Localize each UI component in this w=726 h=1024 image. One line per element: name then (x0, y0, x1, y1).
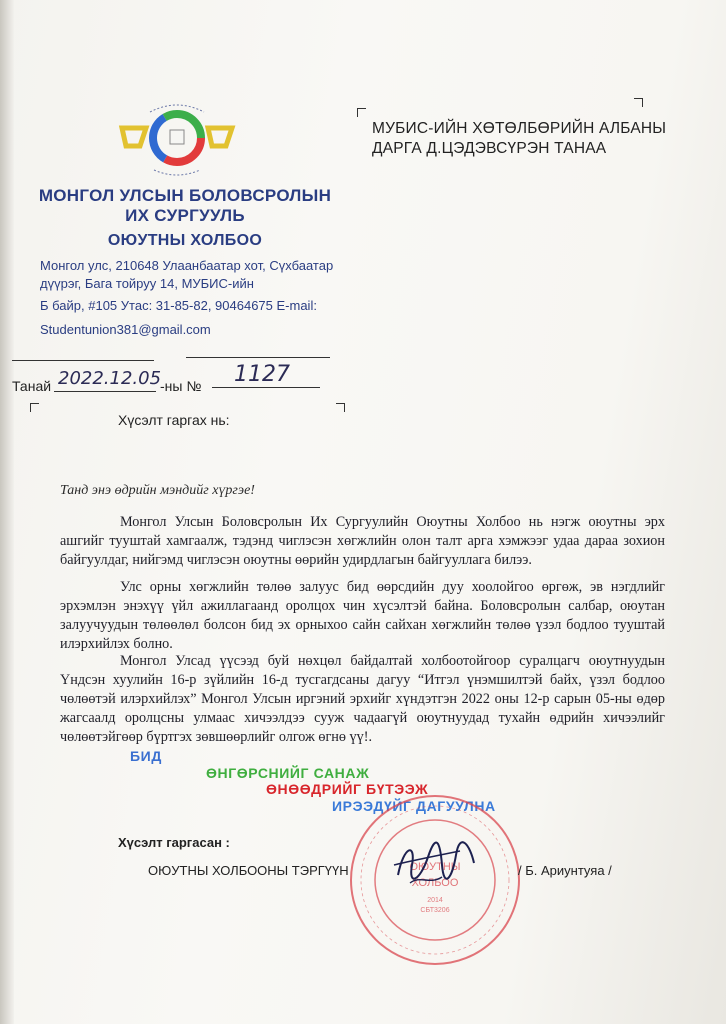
ref-number-underline (212, 387, 320, 388)
svg-text:СБТ3206: СБТ3206 (420, 907, 450, 914)
ref-top-line-right (186, 357, 330, 358)
svg-text:2014: 2014 (427, 897, 443, 904)
address-line3: Б байр, #105 Утас: 31-85-82, 90464675 E-mail: (40, 298, 317, 313)
ref-date-underline (54, 391, 156, 392)
org-name-line2: ИХ СУРГУУЛЬ (125, 206, 245, 225)
paragraph-2: Улс орны хөгжлийн төлөө залуус бид өөрсдийн дуу хоолойгоо өргөж, эв нэгдлийг эрхэмлэн энэхүү үйл ажиллагаанд оролцох чин хүсэлтэй байна. Боловсролын салбар, оюутан залуучуудын төлөөлөл болсон бид эх орныхоо сайн сайхан хөгжлийн төлөө үзэл бодлоо тууштай илэрхийлэх болно. (60, 579, 665, 652)
ref-date: 2022.12.05 (58, 368, 162, 389)
slogan-line4: ИРЭЭДҮЙГ ДАГУУЛНА (332, 798, 496, 814)
paragraph-3: Монгол Улсад үүсээд буй нөхцөл байдалтай холбоотойгоор суралцагч оюутнуудын Үндсэн хуулийн 16-р зүйлийн 16-д тусгагдсаны дагуу “Итгэл үнэмшилтэй байх, үзэл бодлоо чөлөөтэй илэрхийлэх” Монгол Улсын иргэний эрхийг хүндэтгэн 2022 оны 12-р сарын 05-ны өдөр жагсаалд оролцсны улмаас хичээлдээ сууж чадаагүй оюутнуудад тухайн өдрийн хичээлийг чөлөөтэйгөөр бүртгэх зөвшөөрлийг олгож өгнө үү!. (60, 653, 665, 745)
address-line2: дүүрэг, Бага тойруу 14, МУБИС-ийн (40, 276, 254, 291)
paragraph-1: Монгол Улсын Боловсролын Их Сургуулийн Оюутны Холбоо нь нэгж оюутны эрх ашгийг тууштай хамгаалж, тэдэнд чиглэсэн хөгжлийн олон талт арга хэмжээг удаа дараа зохион байгуулдаг, нийгэмд чиглэсэн оюутны өөрийн удирдлагын байгууллага билээ. (60, 514, 665, 568)
org-name-line1: МОНГОЛ УЛСЫН БОЛОВСРОЛЫН (38, 186, 332, 205)
subject-corner-tl (30, 403, 39, 412)
recipient-line2: ДАРГА Д.ЦЭДЭВСҮРЭН ТАНАА (372, 140, 607, 157)
svg-text:ХОЛБОО: ХОЛБОО (411, 877, 459, 889)
ref-number: 1127 (234, 362, 290, 387)
slogan-line3: ӨНӨӨДРИЙГ БҮТЭЭЖ (266, 781, 429, 797)
subject-line: Хүсэлт гаргах нь: (118, 412, 230, 428)
student-union-logo-icon (110, 100, 245, 180)
recipient-line1: МУБИС-ИЙН ХӨТӨЛБӨРИЙН АЛБАНЫ (372, 120, 667, 137)
slogan-line1: БИД (130, 748, 162, 764)
recipient-corner-tr (634, 98, 643, 107)
email-address: Studentunion381@gmail.com (40, 322, 211, 337)
greeting: Танд энэ өдрийн мэндийг хүргэе! (60, 483, 255, 498)
ref-top-line-left (12, 360, 154, 361)
slogan-line2: ӨНГӨРСНИЙГ САНАЖ (206, 765, 370, 781)
handwritten-signature-icon (390, 835, 480, 890)
subject-corner-tr (336, 403, 345, 412)
org-sub-name: ОЮУТНЫ ХОЛБОО (107, 232, 263, 249)
recipient-corner-tl (357, 108, 366, 117)
svg-text:ОЮУТНЫ: ОЮУТНЫ (409, 861, 461, 873)
address-line1: Монгол улс, 210648 Улаанбаатар хот, Сүхбаатар (40, 258, 334, 273)
signatory-position: ОЮУТНЫ ХОЛБООНЫ ТЭРГҮҮН (148, 863, 349, 878)
ref-suffix: -ны № (160, 378, 202, 394)
ref-prefix: Танай (12, 378, 52, 394)
signature-label: Хүсэлт гаргасан : (118, 835, 230, 850)
signatory-name: / Б. Ариунтуяа / (518, 863, 612, 878)
page-edge-shadow (0, 0, 14, 1024)
